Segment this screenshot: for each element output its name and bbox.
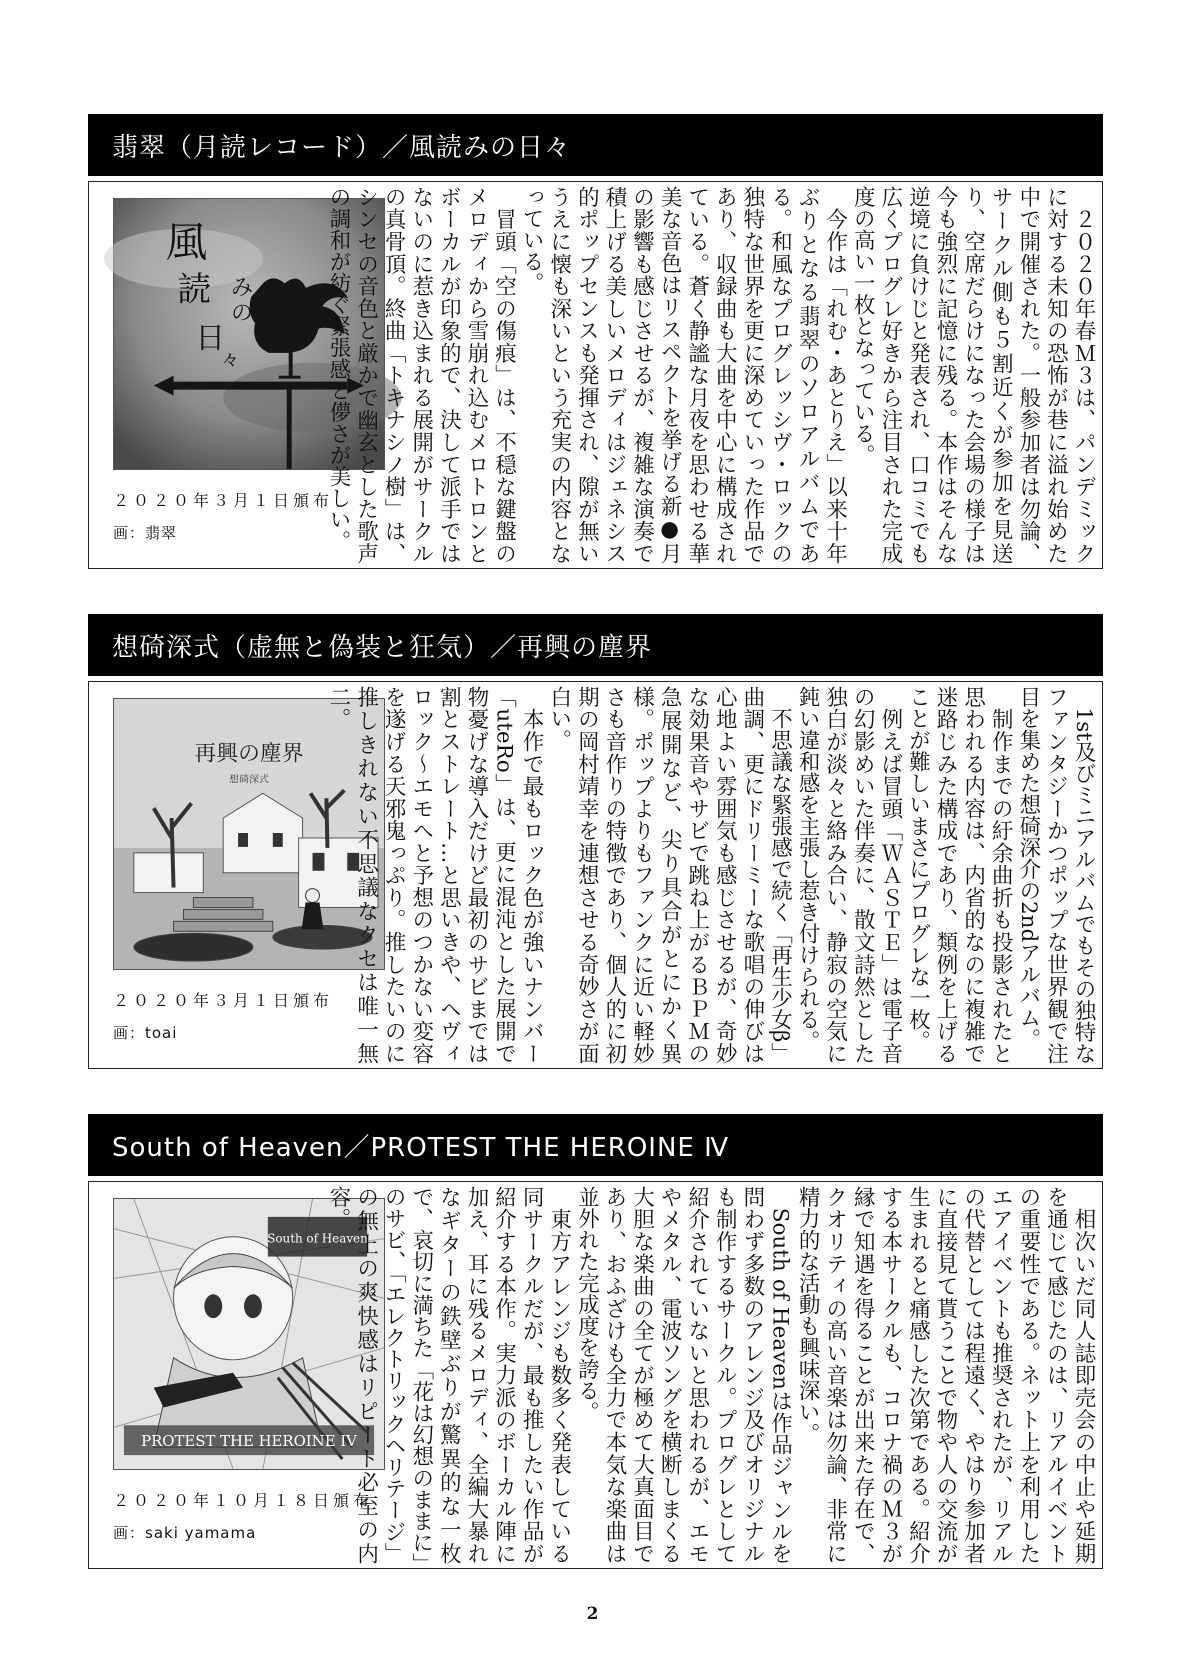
review-paragraph: 本作で最もロック色が強いナンバー「uteRo」は、更に混沌とした展開で物憂げな導入だけど最初のサビまでは割とストレート…と思いきや、ヘヴィロック～エモへと予想のつかない変容を遂げる天邪鬼っぷり。推したいのに推しきれない不思議なクセは唯一無二。 (325, 686, 545, 1064)
review-paragraph: 今作は「れむ・あとりえ」以来十年ぶりとなる翡翠のソロアルバムである。和風なプログレッシヴ・ロックの独特な世界を更に深めていった作品であり、収録曲も大曲を中心に構成されている。蒼く静謐な月夜を思わせる華美な音色はリスペクトを挙げる新●月の影響も感じさせるが、複雑な演奏で積上げる美しいメロディはジェネシス的ポップセンスも発揮され、隙が無いうえに懐も深いという充実の内容となっている。 (519, 186, 848, 564)
review-card-1 (88, 181, 1103, 569)
release-date: ２０２０年３月１日頒布 (113, 991, 334, 1010)
cover-title-char: 々 (221, 349, 240, 371)
section-header-2 (88, 614, 1103, 676)
review-paragraph: 冒頭「空の傷痕」は、不穏な鍵盤のメロディから雪崩れ込むメロトロンとボーカルが印象的で、決して派手ではないのに惹き込まれる展開がサークルの真骨頂。終曲「トキナシノ樹」は、シンセの音色と厳かで幽玄とした歌声の調和が紡ぐ緊張感と儚さが美しい。 (325, 186, 517, 564)
section-title: 想碕深式（虚無と偽装と狂気）／再興の塵界 (112, 632, 653, 663)
cover-artist-credit: 画：toai (113, 1024, 178, 1042)
review-card-2 (88, 681, 1103, 1069)
review-body (325, 686, 1097, 1064)
cover-title-char: 読 (177, 269, 212, 309)
section-title: South of Heaven／PROTEST THE HEROINE Ⅳ (112, 1132, 730, 1163)
release-date: ２０２０年１０月１８日頒布 (113, 1491, 374, 1510)
cover-title-char: 日 (195, 320, 226, 356)
release-date: ２０２０年３月１日頒布 (113, 491, 334, 510)
cover-title-char: 風 (165, 217, 208, 267)
review-body (325, 186, 1097, 564)
review-paragraph: 制作までの紆余曲折も投影されたと思われる内容は、内省的なのに複雑で迷路じみた構成であり、類例を上げることが難しいまさにプログレな一枚。 (905, 686, 1014, 1064)
review-paragraph: 例えば冒頭「ＷＡＳＴＥ」は電子音の幻影めいた伴奏に、散文詩然とした独白が淡々と絡み合い、静寂の空気に鈍い違和感を主張し惹き付けられる。 (795, 686, 903, 1064)
cover-title: PROTEST THE HEROINE IV (141, 1432, 357, 1451)
section-title: 翡翠（月読レコード）／風読みの日々 (112, 132, 572, 163)
cover-artist-credit: 画：翡翠 (113, 524, 178, 542)
review-paragraph: 1st及びミニアルバムでもその独特なファンタジーかつポップな世界観で注目を集めた想碕深介の2ndアルバム。 (1015, 686, 1096, 1064)
review-paragraph: 東方アレンジも数多く発表している同サークルだが、最も推したい作品が紹介する本作。実力派のボーカル陣に加え、耳に残るメロディ、全編大暴れなギターの鉄壁ぶりが驚異的な一枚で、哀切に満ちた「花は幻想のままに」のサビ、「エレクトリックヘリテージ」の無上の爽快感はリピート必至の内容。 (325, 1186, 572, 1564)
review-paragraph: 相次いだ同人誌即売会の中止や延期を通じて感じたのは、リアルイベントの重要性である。ネット上を利用したエアイベントも推奨されたが、リアルの代替としては程遠く、やはり参加者に直接見て貰うことで物や人の交流が生まれると痛感した次第である。紹介する本サークルも、コロナ禍のＭ３が縁で知遇を得ることが出来た存在で、クオリティの高い音楽は勿論、非常に精力的な活動も興味深い。 (795, 1186, 1096, 1564)
review-paragraph: 不思議な緊張感で続く「再生少女β」曲調、更にドリーミーな歌唱の伸びは心地よい雰囲気も感じさせるが、奇妙な効果音やサビで跳ね上がるＢＰＭの急展開など、尖り具合がとにかく異様。ポップよりもファンクに近い軽妙さも音作りの特徴であり、個人的に初期の岡村靖幸を連想させる奇妙さが面白い。 (546, 686, 793, 1064)
cover-title-char: の (231, 301, 253, 327)
review-card-3 (88, 1181, 1103, 1569)
cover-logo: South of Heaven (267, 1231, 368, 1246)
cover-title: 再興の塵界 (194, 741, 304, 767)
review-body (325, 1186, 1097, 1564)
cover-title-char: み (231, 275, 253, 301)
cover-subtitle: 想碕深式 (229, 774, 269, 786)
section-header-3 (88, 1114, 1103, 1176)
cover-artist-credit: 画：saki yamama (113, 1524, 257, 1542)
section-header-1 (88, 114, 1103, 176)
page-number: 2 (586, 1604, 599, 1624)
review-paragraph: ２０２０年春Ｍ３は、パンデミックに対する未知の恐怖が巷に溢れ始めた中で開催された。一般参加者は勿論、サークル側も５割近くが参加を見送り、空席だらけになった会場の様子は今も強烈に記憶に残る。本作はそんな逆境に負けじと発表され、口コミでも広くプログレ好きから注目された完成度の高い一枚となっている。 (850, 186, 1096, 564)
review-paragraph: South of Heavenは作品ジャンルを問わず多数のアレンジ及びオリジナルも制作するサークル。プログレとして紹介されていないと思われるが、エモやメタル、電波ソングを横断しまくる大胆な楽曲の全てが極めて大真面目であり、おふざけも全力で本気な楽曲は並外れた完成度を誇る。 (574, 1186, 793, 1564)
